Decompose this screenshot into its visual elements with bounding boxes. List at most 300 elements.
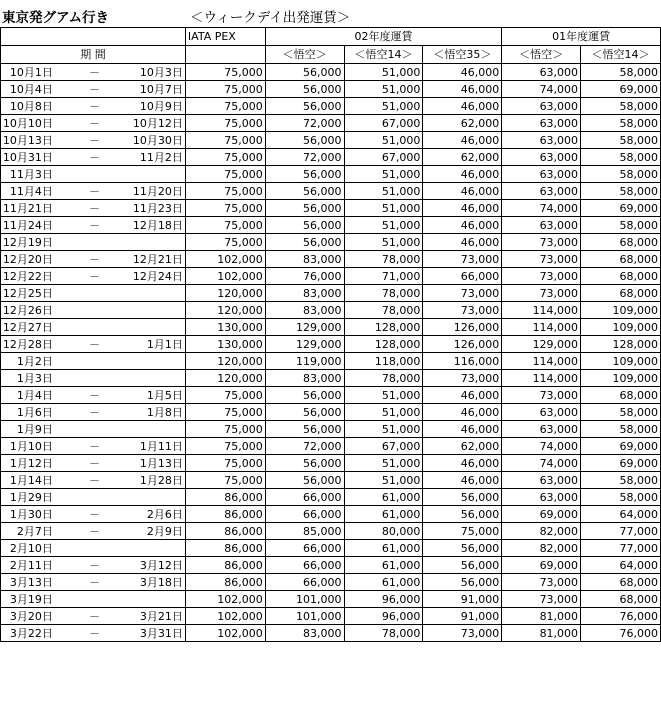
fare-02-goku14: 78,000 xyxy=(344,285,423,302)
fare-02-goku35: 46,000 xyxy=(423,81,502,98)
fare-02-goku: 72,000 xyxy=(265,115,344,132)
fare-02-goku35: 62,000 xyxy=(423,438,502,455)
fare-01-goku: 73,000 xyxy=(502,285,581,302)
fare-01-goku14: 58,000 xyxy=(581,472,661,489)
fare-01-goku: 63,000 xyxy=(502,472,581,489)
period-dash: － xyxy=(89,99,100,113)
period-end: 3月12日 xyxy=(139,558,183,572)
fare-01-goku: 63,000 xyxy=(502,98,581,115)
fare-02-goku35: 91,000 xyxy=(423,591,502,608)
fare-01-goku14: 58,000 xyxy=(581,98,661,115)
period-dash: － xyxy=(89,116,100,130)
period-end: 12月24日 xyxy=(132,269,183,283)
fare-02-goku14: 51,000 xyxy=(344,234,423,251)
period-start: 11月4日 xyxy=(9,184,53,198)
period-dash: － xyxy=(89,184,100,198)
fare-02-goku14: 51,000 xyxy=(344,64,423,81)
fare-02-goku: 66,000 xyxy=(265,540,344,557)
fare-01-goku14: 58,000 xyxy=(581,404,661,421)
fare-02-goku14: 78,000 xyxy=(344,302,423,319)
fare-01-goku: 63,000 xyxy=(502,166,581,183)
fare-02-goku: 56,000 xyxy=(265,98,344,115)
fare-02-goku14: 51,000 xyxy=(344,217,423,234)
period-start: 2月10日 xyxy=(9,541,53,555)
fare-02-goku: 56,000 xyxy=(265,234,344,251)
fare-02-goku14: 51,000 xyxy=(344,166,423,183)
period-cell xyxy=(1,319,186,336)
period-start: 11月24日 xyxy=(2,218,53,232)
period-end: 10月30日 xyxy=(132,133,183,147)
fare-01-goku14: 58,000 xyxy=(581,183,661,200)
fare-02-goku35: 62,000 xyxy=(423,149,502,166)
fare-02-goku: 56,000 xyxy=(265,183,344,200)
period-cell xyxy=(1,98,186,115)
fare-01-goku: 74,000 xyxy=(502,455,581,472)
period-end: 1月5日 xyxy=(146,388,183,402)
fare-02-goku14: 61,000 xyxy=(344,506,423,523)
period-start: 12月27日 xyxy=(2,320,53,334)
iata-pex-fare: 75,000 xyxy=(185,438,265,455)
fare-01-goku14: 69,000 xyxy=(581,438,661,455)
fare-02-goku35: 46,000 xyxy=(423,387,502,404)
fare-02-goku14: 51,000 xyxy=(344,98,423,115)
fare-rows xyxy=(1,64,661,642)
fare-02-goku14: 78,000 xyxy=(344,251,423,268)
iata-pex-fare: 86,000 xyxy=(185,523,265,540)
fare-02-goku: 56,000 xyxy=(265,472,344,489)
fare-02-goku35: 75,000 xyxy=(423,523,502,540)
fare-02-goku: 56,000 xyxy=(265,64,344,81)
fare-02-goku14: 67,000 xyxy=(344,149,423,166)
period-start: 1月30日 xyxy=(9,507,53,521)
fare-02-goku35: 73,000 xyxy=(423,370,502,387)
fare-01-goku14: 109,000 xyxy=(581,302,661,319)
fare-02-goku: 83,000 xyxy=(265,370,344,387)
fare-02-goku14: 67,000 xyxy=(344,438,423,455)
fare-02-goku: 83,000 xyxy=(265,302,344,319)
fare-01-goku14: 64,000 xyxy=(581,506,661,523)
fare-01-goku14: 58,000 xyxy=(581,132,661,149)
iata-pex-fare: 102,000 xyxy=(185,591,265,608)
period-end: 12月18日 xyxy=(132,218,183,232)
header-row-2 xyxy=(1,46,661,64)
table-row xyxy=(1,234,661,251)
period-start: 12月22日 xyxy=(2,269,53,283)
fare-01-goku: 82,000 xyxy=(502,540,581,557)
fare-02-goku35: 46,000 xyxy=(423,472,502,489)
fare-01-goku14: 76,000 xyxy=(581,625,661,642)
fare-01-goku: 82,000 xyxy=(502,523,581,540)
fare-02-goku: 85,000 xyxy=(265,523,344,540)
fare-02-goku35: 73,000 xyxy=(423,625,502,642)
period-cell xyxy=(1,81,186,98)
period-start: 3月13日 xyxy=(9,575,53,589)
period-dash: － xyxy=(89,558,100,572)
period-start: 10月8日 xyxy=(9,99,53,113)
table-row xyxy=(1,591,661,608)
fare-02-goku: 66,000 xyxy=(265,557,344,574)
iata-pex-fare: 75,000 xyxy=(185,98,265,115)
period-cell xyxy=(1,115,186,132)
fare-01-goku: 63,000 xyxy=(502,421,581,438)
table-row xyxy=(1,149,661,166)
period-cell xyxy=(1,200,186,217)
fare-02-goku14: 61,000 xyxy=(344,574,423,591)
table-row xyxy=(1,98,661,115)
fare-01-goku14: 68,000 xyxy=(581,268,661,285)
table-row xyxy=(1,404,661,421)
table-row xyxy=(1,268,661,285)
fare-02-goku14: 128,000 xyxy=(344,319,423,336)
fare-02-goku35: 46,000 xyxy=(423,183,502,200)
fare-02-goku35: 46,000 xyxy=(423,217,502,234)
table-row xyxy=(1,421,661,438)
period-end: 1月11日 xyxy=(139,439,183,453)
fare-02-goku: 129,000 xyxy=(265,319,344,336)
period-dash: － xyxy=(89,405,100,419)
fare-01-goku: 63,000 xyxy=(502,64,581,81)
period-end: 10月9日 xyxy=(139,99,183,113)
table-row xyxy=(1,540,661,557)
fare-01-goku14: 76,000 xyxy=(581,608,661,625)
period-cell xyxy=(1,132,186,149)
fare-01-goku14: 68,000 xyxy=(581,234,661,251)
fare-02-goku35: 46,000 xyxy=(423,132,502,149)
fare-01-goku: 63,000 xyxy=(502,149,581,166)
title-bar xyxy=(0,0,661,27)
period-end: 3月18日 xyxy=(139,575,183,589)
fare-01-goku14: 109,000 xyxy=(581,353,661,370)
fare-02-goku14: 61,000 xyxy=(344,557,423,574)
fare-02-goku: 56,000 xyxy=(265,404,344,421)
period-dash: － xyxy=(89,65,100,79)
period-cell xyxy=(1,455,186,472)
iata-pex-fare: 75,000 xyxy=(185,183,265,200)
fare-01-goku: 114,000 xyxy=(502,353,581,370)
fare-02-goku14: 51,000 xyxy=(344,387,423,404)
fare-01-goku14: 58,000 xyxy=(581,489,661,506)
iata-pex-fare: 75,000 xyxy=(185,404,265,421)
iata-pex-fare: 120,000 xyxy=(185,353,265,370)
period-end: 11月20日 xyxy=(132,184,183,198)
period-start: 1月14日 xyxy=(9,473,53,487)
period-start: 1月2日 xyxy=(16,354,53,368)
period-end: 3月31日 xyxy=(139,626,183,640)
period-dash: － xyxy=(89,252,100,266)
period-cell xyxy=(1,489,186,506)
fare-01-goku: 63,000 xyxy=(502,489,581,506)
period-end: 2月9日 xyxy=(146,524,183,538)
period-start: 12月20日 xyxy=(2,252,53,266)
header-period: 期 間 xyxy=(1,46,186,64)
period-start: 12月25日 xyxy=(2,286,53,300)
table-row xyxy=(1,370,661,387)
fare-01-goku: 69,000 xyxy=(502,557,581,574)
period-end: 1月8日 xyxy=(146,405,183,419)
fare-02-goku: 66,000 xyxy=(265,574,344,591)
period-cell xyxy=(1,149,186,166)
fare-02-goku14: 51,000 xyxy=(344,455,423,472)
fare-02-goku: 56,000 xyxy=(265,421,344,438)
period-start: 12月19日 xyxy=(2,235,53,249)
header-iata: IATA PEX xyxy=(185,28,265,46)
fare-01-goku: 81,000 xyxy=(502,608,581,625)
fare-02-goku14: 71,000 xyxy=(344,268,423,285)
fare-02-goku14: 78,000 xyxy=(344,370,423,387)
table-row xyxy=(1,523,661,540)
page-title: 東京発グアム行き xyxy=(2,10,110,26)
iata-pex-fare: 75,000 xyxy=(185,421,265,438)
period-dash: － xyxy=(89,575,100,589)
header-goku-01: ＜悟空＞ xyxy=(502,46,581,64)
fare-01-goku: 114,000 xyxy=(502,302,581,319)
fare-01-goku14: 69,000 xyxy=(581,200,661,217)
iata-pex-fare: 86,000 xyxy=(185,506,265,523)
period-dash: － xyxy=(89,150,100,164)
table-row xyxy=(1,319,661,336)
header-goku14-01: ＜悟空14＞ xyxy=(581,46,661,64)
header-goku35-02: ＜悟空35＞ xyxy=(423,46,502,64)
fare-02-goku14: 128,000 xyxy=(344,336,423,353)
period-start: 1月29日 xyxy=(9,490,53,504)
fare-02-goku: 101,000 xyxy=(265,608,344,625)
period-dash: － xyxy=(89,82,100,96)
fare-01-goku14: 58,000 xyxy=(581,149,661,166)
iata-pex-fare: 86,000 xyxy=(185,557,265,574)
iata-pex-fare: 75,000 xyxy=(185,234,265,251)
table-row xyxy=(1,81,661,98)
fare-02-goku: 56,000 xyxy=(265,455,344,472)
fare-02-goku35: 56,000 xyxy=(423,489,502,506)
period-start: 12月26日 xyxy=(2,303,53,317)
iata-pex-fare: 75,000 xyxy=(185,200,265,217)
fare-02-goku: 56,000 xyxy=(265,217,344,234)
table-row xyxy=(1,557,661,574)
fare-02-goku14: 96,000 xyxy=(344,591,423,608)
fare-02-goku35: 73,000 xyxy=(423,302,502,319)
fare-02-goku14: 61,000 xyxy=(344,489,423,506)
fare-02-goku14: 51,000 xyxy=(344,421,423,438)
table-row xyxy=(1,574,661,591)
period-dash: － xyxy=(89,337,100,351)
fare-01-goku14: 109,000 xyxy=(581,370,661,387)
period-cell xyxy=(1,183,186,200)
iata-pex-fare: 75,000 xyxy=(185,472,265,489)
table-row xyxy=(1,132,661,149)
period-dash: － xyxy=(89,201,100,215)
period-cell xyxy=(1,64,186,81)
fare-01-goku: 114,000 xyxy=(502,370,581,387)
iata-pex-fare: 75,000 xyxy=(185,455,265,472)
period-cell xyxy=(1,472,186,489)
period-cell xyxy=(1,608,186,625)
period-dash: － xyxy=(89,626,100,640)
iata-pex-fare: 75,000 xyxy=(185,64,265,81)
iata-pex-fare: 75,000 xyxy=(185,132,265,149)
iata-pex-fare: 120,000 xyxy=(185,302,265,319)
fare-01-goku14: 77,000 xyxy=(581,540,661,557)
fare-01-goku14: 128,000 xyxy=(581,336,661,353)
fare-02-goku35: 46,000 xyxy=(423,64,502,81)
table-row xyxy=(1,285,661,302)
iata-pex-fare: 120,000 xyxy=(185,285,265,302)
fare-02-goku: 83,000 xyxy=(265,625,344,642)
fare-01-goku14: 58,000 xyxy=(581,166,661,183)
iata-pex-fare: 102,000 xyxy=(185,251,265,268)
period-start: 1月6日 xyxy=(16,405,53,419)
fare-02-goku35: 62,000 xyxy=(423,115,502,132)
period-dash: － xyxy=(89,388,100,402)
table-row xyxy=(1,166,661,183)
iata-pex-fare: 130,000 xyxy=(185,336,265,353)
table-row xyxy=(1,387,661,404)
fare-01-goku: 63,000 xyxy=(502,217,581,234)
period-end: 1月1日 xyxy=(146,337,183,351)
fare-01-goku: 73,000 xyxy=(502,234,581,251)
fare-02-goku35: 126,000 xyxy=(423,319,502,336)
iata-pex-fare: 86,000 xyxy=(185,540,265,557)
fare-01-goku14: 77,000 xyxy=(581,523,661,540)
period-cell xyxy=(1,234,186,251)
fare-02-goku: 129,000 xyxy=(265,336,344,353)
period-start: 12月28日 xyxy=(2,337,53,351)
iata-pex-fare: 120,000 xyxy=(185,370,265,387)
fare-01-goku14: 58,000 xyxy=(581,64,661,81)
fare-02-goku35: 73,000 xyxy=(423,285,502,302)
fare-01-goku14: 64,000 xyxy=(581,557,661,574)
period-dash: － xyxy=(89,218,100,232)
period-start: 2月11日 xyxy=(9,558,53,572)
table-row xyxy=(1,438,661,455)
period-start: 1月4日 xyxy=(16,388,53,402)
header-iata-bottom xyxy=(185,46,265,64)
iata-pex-fare: 75,000 xyxy=(185,81,265,98)
fare-02-goku14: 67,000 xyxy=(344,115,423,132)
fare-02-goku: 101,000 xyxy=(265,591,344,608)
period-cell xyxy=(1,217,186,234)
fare-02-goku: 56,000 xyxy=(265,387,344,404)
table-row xyxy=(1,625,661,642)
fare-02-goku35: 46,000 xyxy=(423,455,502,472)
fare-01-goku: 73,000 xyxy=(502,387,581,404)
fare-02-goku: 83,000 xyxy=(265,251,344,268)
fare-01-goku14: 68,000 xyxy=(581,574,661,591)
period-cell xyxy=(1,302,186,319)
fare-01-goku: 69,000 xyxy=(502,506,581,523)
fare-01-goku: 129,000 xyxy=(502,336,581,353)
period-dash: － xyxy=(89,609,100,623)
period-start: 10月4日 xyxy=(9,82,53,96)
fare-02-goku14: 51,000 xyxy=(344,472,423,489)
fare-02-goku14: 118,000 xyxy=(344,353,423,370)
page-subtitle: ＜ウィークデイ出発運賃＞ xyxy=(190,10,351,26)
header-goku14-02: ＜悟空14＞ xyxy=(344,46,423,64)
period-cell xyxy=(1,523,186,540)
period-cell xyxy=(1,370,186,387)
fare-01-goku14: 69,000 xyxy=(581,455,661,472)
table-row xyxy=(1,251,661,268)
period-end: 3月21日 xyxy=(139,609,183,623)
table-row xyxy=(1,506,661,523)
iata-pex-fare: 75,000 xyxy=(185,115,265,132)
period-dash: － xyxy=(89,269,100,283)
fare-01-goku14: 68,000 xyxy=(581,387,661,404)
period-cell xyxy=(1,336,186,353)
fare-01-goku14: 68,000 xyxy=(581,251,661,268)
period-cell xyxy=(1,421,186,438)
period-cell xyxy=(1,285,186,302)
period-start: 1月12日 xyxy=(9,456,53,470)
period-dash: － xyxy=(89,439,100,453)
iata-pex-fare: 75,000 xyxy=(185,166,265,183)
fare-02-goku35: 66,000 xyxy=(423,268,502,285)
period-start: 10月1日 xyxy=(9,65,53,79)
table-row xyxy=(1,200,661,217)
period-cell xyxy=(1,574,186,591)
fare-02-goku35: 46,000 xyxy=(423,166,502,183)
period-cell xyxy=(1,268,186,285)
header-group-01: 01年度運賃 xyxy=(502,28,661,46)
fare-02-goku35: 56,000 xyxy=(423,574,502,591)
fare-01-goku14: 58,000 xyxy=(581,217,661,234)
fare-02-goku14: 51,000 xyxy=(344,81,423,98)
fare-02-goku35: 73,000 xyxy=(423,251,502,268)
fare-02-goku14: 96,000 xyxy=(344,608,423,625)
fare-02-goku: 56,000 xyxy=(265,81,344,98)
fare-02-goku35: 56,000 xyxy=(423,506,502,523)
fare-01-goku: 73,000 xyxy=(502,591,581,608)
period-dash: － xyxy=(89,507,100,521)
period-end: 12月21日 xyxy=(132,252,183,266)
period-start: 10月31日 xyxy=(2,150,53,164)
period-start: 1月10日 xyxy=(9,439,53,453)
iata-pex-fare: 102,000 xyxy=(185,268,265,285)
period-cell xyxy=(1,251,186,268)
fare-02-goku35: 126,000 xyxy=(423,336,502,353)
period-start: 1月3日 xyxy=(16,371,53,385)
fare-01-goku: 74,000 xyxy=(502,81,581,98)
fare-02-goku: 66,000 xyxy=(265,489,344,506)
fare-01-goku14: 69,000 xyxy=(581,81,661,98)
fare-02-goku: 119,000 xyxy=(265,353,344,370)
period-dash: － xyxy=(89,524,100,538)
fare-01-goku: 63,000 xyxy=(502,404,581,421)
period-dash: － xyxy=(89,133,100,147)
fare-02-goku: 66,000 xyxy=(265,506,344,523)
fare-02-goku35: 91,000 xyxy=(423,608,502,625)
fare-02-goku35: 56,000 xyxy=(423,557,502,574)
header-row-1 xyxy=(1,28,661,46)
table-row xyxy=(1,183,661,200)
fare-02-goku35: 56,000 xyxy=(423,540,502,557)
iata-pex-fare: 75,000 xyxy=(185,387,265,404)
period-cell xyxy=(1,540,186,557)
fare-01-goku14: 58,000 xyxy=(581,115,661,132)
period-end: 10月3日 xyxy=(139,65,183,79)
fare-01-goku14: 58,000 xyxy=(581,421,661,438)
fare-02-goku14: 51,000 xyxy=(344,404,423,421)
period-start: 11月3日 xyxy=(9,167,53,181)
fare-02-goku: 56,000 xyxy=(265,200,344,217)
fare-02-goku35: 116,000 xyxy=(423,353,502,370)
table-row xyxy=(1,489,661,506)
fare-02-goku: 72,000 xyxy=(265,438,344,455)
fare-01-goku14: 68,000 xyxy=(581,285,661,302)
period-end: 11月2日 xyxy=(139,150,183,164)
iata-pex-fare: 130,000 xyxy=(185,319,265,336)
iata-pex-fare: 102,000 xyxy=(185,608,265,625)
period-start: 1月9日 xyxy=(16,422,53,436)
